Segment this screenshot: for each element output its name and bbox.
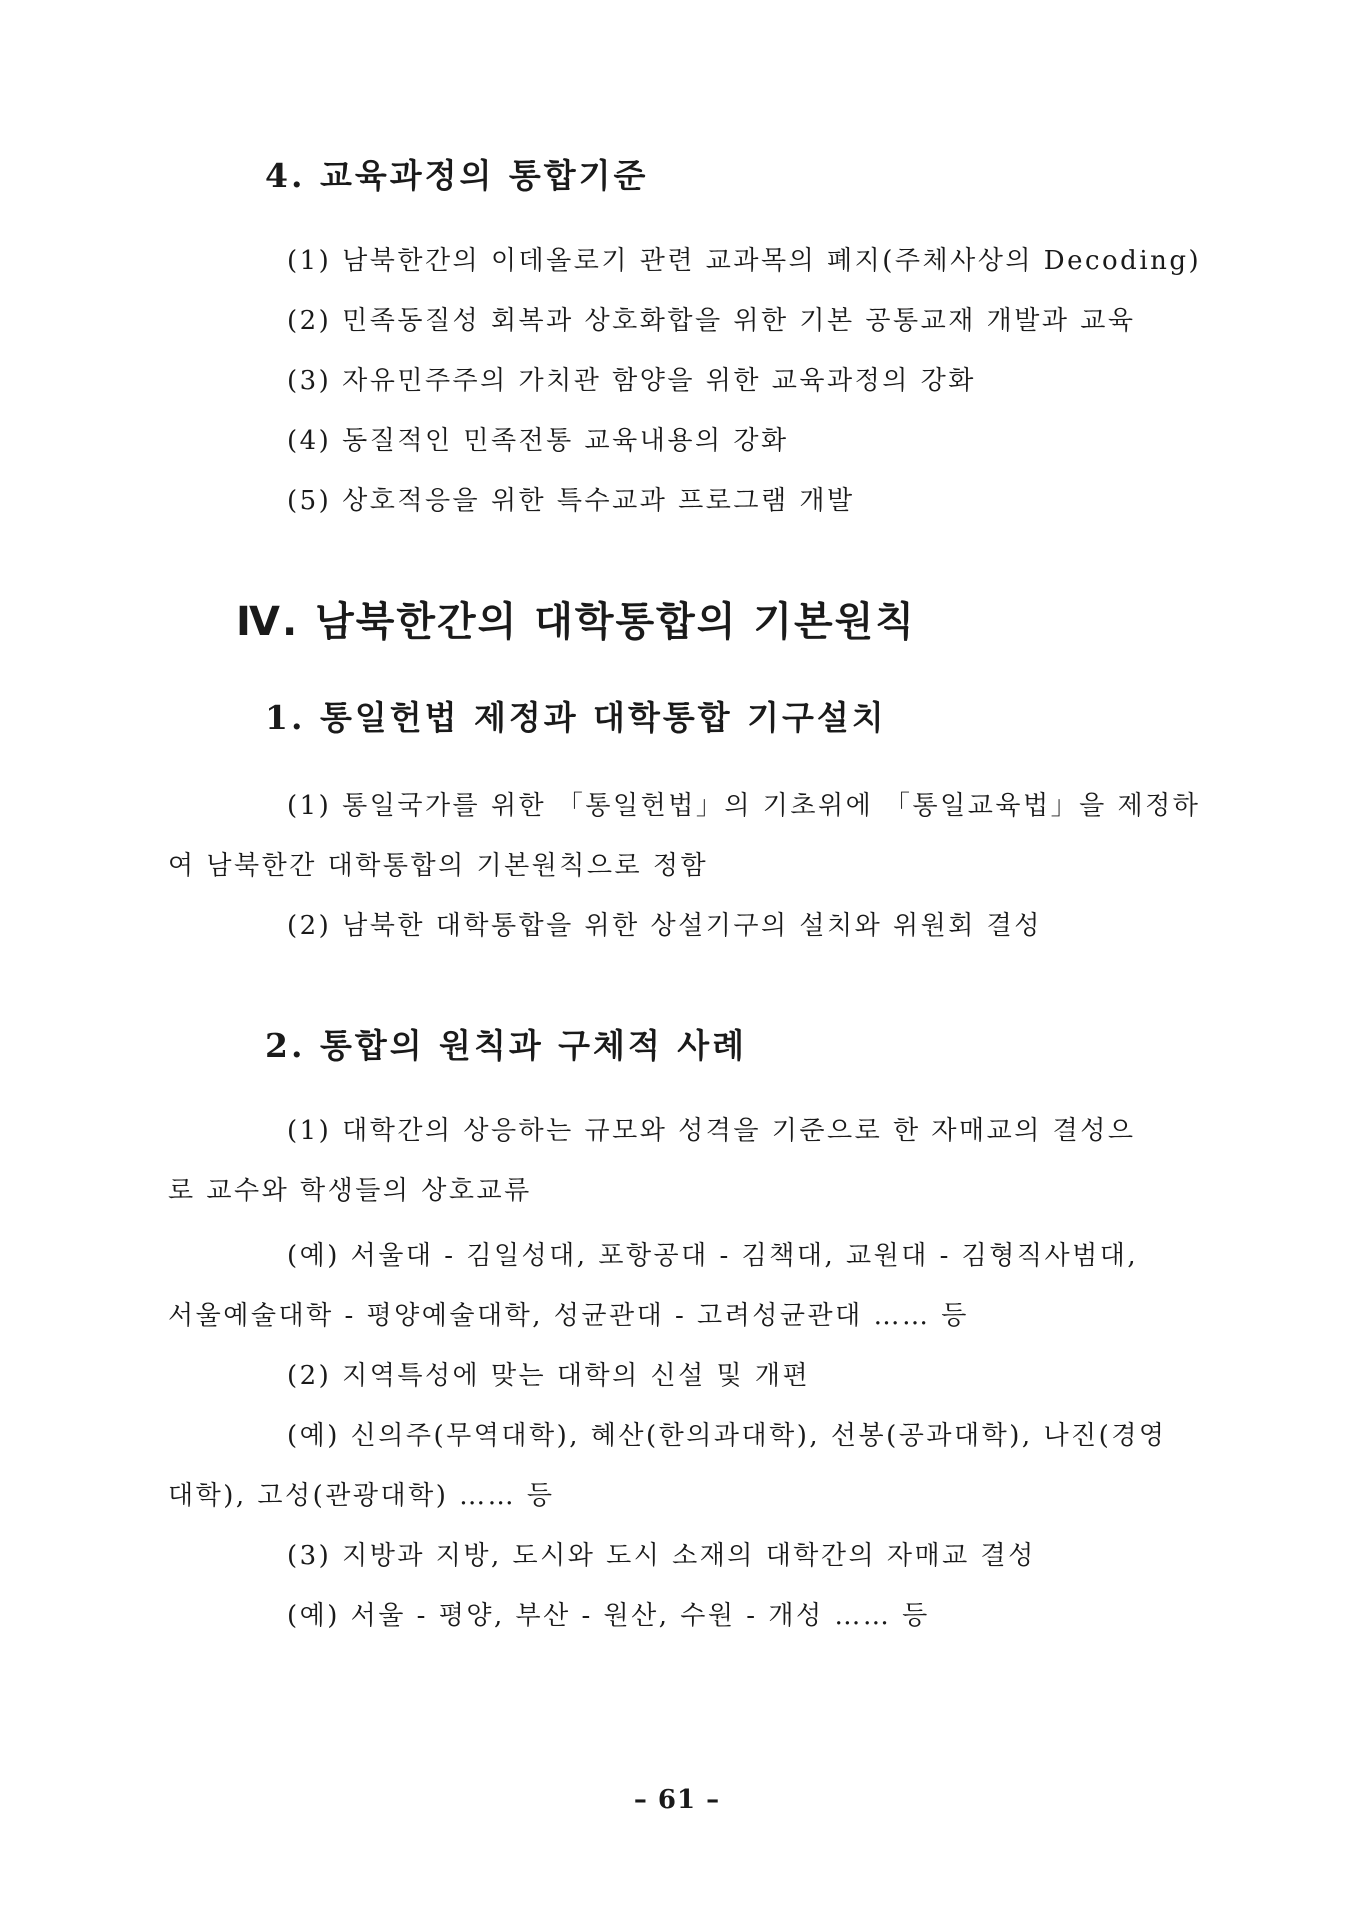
list-item: (2) 민족동질성 회복과 상호화합을 위한 기본 공통교재 개발과 교육 xyxy=(287,306,1136,336)
example-line: (예) 서울 - 평양, 부산 - 원산, 수원 - 개성 …… 등 xyxy=(287,1601,930,1631)
paragraph-line: 여 남북한간 대학통합의 기본원칙으로 정함 xyxy=(168,851,709,881)
chapter-heading: Ⅳ. 남북한간의 대학통합의 기본원칙 xyxy=(236,599,916,645)
list-item: (3) 자유민주주의 가치관 함양을 위한 교육과정의 강화 xyxy=(287,366,976,396)
paragraph-line: (2) 지역특성에 맞는 대학의 신설 및 개편 xyxy=(287,1361,811,1391)
paragraph-line: 로 교수와 학생들의 상호교류 xyxy=(168,1176,532,1206)
example-line: 대학), 고성(관광대학) …… 등 xyxy=(168,1481,555,1511)
example-line: 서울예술대학 - 평양예술대학, 성균관대 - 고려성균관대 …… 등 xyxy=(168,1301,969,1331)
paragraph-line: (2) 남북한 대학통합을 위한 상설기구의 설치와 위원회 결성 xyxy=(287,911,1042,941)
list-item: (5) 상호적응을 위한 특수교과 프로그램 개발 xyxy=(287,486,855,516)
paragraph-line: (3) 지방과 지방, 도시와 도시 소재의 대학간의 자매교 결성 xyxy=(287,1541,1036,1571)
list-item: (4) 동질적인 민족전통 교육내용의 강화 xyxy=(287,426,789,456)
page-number: – 61 – xyxy=(633,1785,721,1815)
paragraph-line: (1) 대학간의 상응하는 규모와 성격을 기준으로 한 자매교의 결성으 xyxy=(287,1116,1136,1146)
example-line: (예) 서울대 - 김일성대, 포항공대 - 김책대, 교원대 - 김형직사범대, xyxy=(287,1241,1139,1271)
paragraph-line: (1) 통일국가를 위한 「통일헌법」의 기초위에 「통일교육법」을 제정하 xyxy=(287,791,1201,821)
subsection-heading-principles: 2. 통합의 원칙과 구체적 사례 xyxy=(265,1026,748,1065)
section-heading-curriculum: 4. 교육과정의 통합기준 xyxy=(265,156,649,195)
list-item: (1) 남북한간의 이데올로기 관련 교과목의 폐지(주체사상의 Decoding) xyxy=(287,246,1202,276)
example-line: (예) 신의주(무역대학), 혜산(한의과대학), 선봉(공과대학), 나진(경영 xyxy=(287,1421,1167,1451)
subsection-heading-constitution: 1. 통일헌법 제정과 대학통합 기구설치 xyxy=(265,698,887,737)
